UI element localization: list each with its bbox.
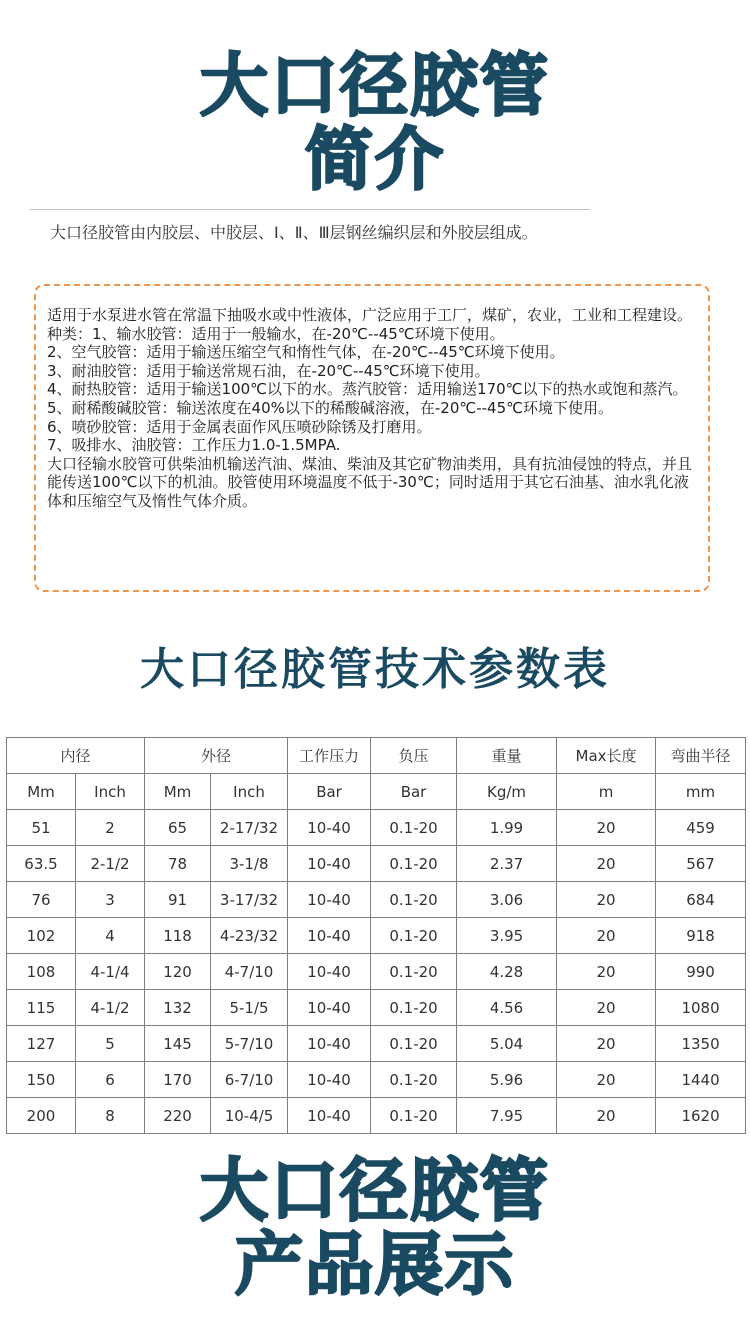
unit-cell: mm <box>656 774 746 810</box>
header-cell: 负压 <box>371 738 457 774</box>
table-cell: 20 <box>557 990 656 1026</box>
table-cell: 4 <box>76 918 145 954</box>
table-cell: 4-1/2 <box>76 990 145 1026</box>
header-cell: Max长度 <box>557 738 656 774</box>
table-cell: 10-40 <box>288 1062 371 1098</box>
table-cell: 5-1/5 <box>211 990 288 1026</box>
intro-heading-line1: 大口径胶管 <box>199 47 550 126</box>
table-cell: 4-23/32 <box>211 918 288 954</box>
intro-heading-line2: 简介 <box>304 121 445 200</box>
unit-cell: m <box>557 774 656 810</box>
table-cell: 20 <box>557 1098 656 1134</box>
table-cell: 0.1-20 <box>371 846 457 882</box>
table-cell: 684 <box>656 882 746 918</box>
table-cell: 2-1/2 <box>76 846 145 882</box>
table-cell: 108 <box>7 954 76 990</box>
table-cell: 2 <box>76 810 145 846</box>
table-cell: 200 <box>7 1098 76 1134</box>
table-cell: 1350 <box>656 1026 746 1062</box>
table-cell: 4.28 <box>457 954 557 990</box>
table-cell: 7.95 <box>457 1098 557 1134</box>
table-cell: 1080 <box>656 990 746 1026</box>
table-cell: 10-40 <box>288 846 371 882</box>
table-row <box>7 882 746 918</box>
table-cell: 1620 <box>656 1098 746 1134</box>
table-cell: 20 <box>557 846 656 882</box>
table-cell: 10-40 <box>288 810 371 846</box>
table-cell: 127 <box>7 1026 76 1062</box>
table-cell: 3-17/32 <box>211 882 288 918</box>
divider <box>30 209 590 210</box>
table-cell: 10-40 <box>288 990 371 1026</box>
table-cell: 65 <box>145 810 211 846</box>
unit-cell: Mm <box>7 774 76 810</box>
header-cell: 弯曲半径 <box>656 738 746 774</box>
table-cell: 115 <box>7 990 76 1026</box>
table-cell: 1440 <box>656 1062 746 1098</box>
unit-cell: Bar <box>371 774 457 810</box>
table-cell: 6 <box>76 1062 145 1098</box>
table-cell: 63.5 <box>7 846 76 882</box>
description-line: 2、空气胶管：适用于输送压缩空气和惰性气体，在-20℃--45℃环境下使用。 <box>47 343 565 362</box>
table-row <box>7 990 746 1026</box>
table-cell: 0.1-20 <box>371 1062 457 1098</box>
table-title: 大口径胶管技术参数表 <box>140 644 610 695</box>
unit-cell: Mm <box>145 774 211 810</box>
description-line: 适用于水泵进水管在常温下抽吸水或中性液体，广泛应用于工厂，煤矿，农业，工业和工程建设。 <box>47 306 693 324</box>
table-cell: 20 <box>557 810 656 846</box>
table-cell: 102 <box>7 918 76 954</box>
table-cell: 20 <box>557 1026 656 1062</box>
table-cell: 3.95 <box>457 918 557 954</box>
table-row <box>7 810 746 846</box>
table-cell: 4-7/10 <box>211 954 288 990</box>
spec-table-body <box>7 738 746 1134</box>
table-cell: 5 <box>76 1026 145 1062</box>
unit-header-row <box>7 774 746 810</box>
table-cell: 4-1/4 <box>76 954 145 990</box>
table-row <box>7 918 746 954</box>
table-cell: 10-4/5 <box>211 1098 288 1134</box>
unit-cell: Inch <box>76 774 145 810</box>
table-cell: 20 <box>557 882 656 918</box>
description-box <box>34 284 710 592</box>
table-cell: 8 <box>76 1098 145 1134</box>
description-line: 种类：1、输水胶管：适用于一般输水，在-20℃--45℃环境下使用。 <box>47 324 505 343</box>
table-cell: 5-7/10 <box>211 1026 288 1062</box>
table-cell: 990 <box>656 954 746 990</box>
table-cell: 51 <box>7 810 76 846</box>
table-cell: 10-40 <box>288 1026 371 1062</box>
table-cell: 5.96 <box>457 1062 557 1098</box>
table-cell: 10-40 <box>288 1098 371 1134</box>
table-cell: 0.1-20 <box>371 918 457 954</box>
table-cell: 10-40 <box>288 918 371 954</box>
table-cell: 918 <box>656 918 746 954</box>
table-cell: 120 <box>145 954 211 990</box>
table-cell: 20 <box>557 1062 656 1098</box>
header-cell: 内径 <box>7 738 145 774</box>
table-cell: 567 <box>656 846 746 882</box>
description-line: 5、耐稀酸碱胶管：输送浓度在40%以下的稀酸碱溶液，在-20℃--45℃环境下使用。 <box>47 398 613 417</box>
spec-table <box>6 737 746 1134</box>
table-cell: 150 <box>7 1062 76 1098</box>
table-cell: 20 <box>557 918 656 954</box>
table-cell: 132 <box>145 990 211 1026</box>
header-cell: 外径 <box>145 738 288 774</box>
unit-cell: Kg/m <box>457 774 557 810</box>
table-cell: 76 <box>7 882 76 918</box>
unit-cell: Inch <box>211 774 288 810</box>
table-row <box>7 1062 746 1098</box>
table-cell: 3.06 <box>457 882 557 918</box>
table-cell: 4.56 <box>457 990 557 1026</box>
description-line: 3、耐油胶管：适用于输送常规石油，在-20℃--45℃环境下使用。 <box>47 361 490 380</box>
table-cell: 459 <box>656 810 746 846</box>
table-cell: 0.1-20 <box>371 1098 457 1134</box>
table-cell: 1.99 <box>457 810 557 846</box>
table-row <box>7 846 746 882</box>
description-line: 7、吸排水、油胶管：工作压力1.0-1.5MPA. <box>47 436 341 455</box>
table-cell: 78 <box>145 846 211 882</box>
table-cell: 0.1-20 <box>371 882 457 918</box>
table-cell: 3 <box>76 882 145 918</box>
description-line: 4、耐热胶管：适用于输送100℃以下的水。蒸汽胶管：适用输送170℃以下的热水或饱和蒸汽。 <box>47 380 688 399</box>
table-cell: 2-17/32 <box>211 810 288 846</box>
table-cell: 10-40 <box>288 882 371 918</box>
unit-cell: Bar <box>288 774 371 810</box>
table-cell: 91 <box>145 882 211 918</box>
intro-heading <box>0 47 750 200</box>
table-row <box>7 1098 746 1134</box>
showcase-heading <box>0 1152 750 1305</box>
table-cell: 170 <box>145 1062 211 1098</box>
table-cell: 0.1-20 <box>371 1026 457 1062</box>
table-cell: 220 <box>145 1098 211 1134</box>
showcase-heading-line2: 产品展示 <box>234 1226 515 1305</box>
header-cell: 工作压力 <box>288 738 371 774</box>
table-row <box>7 1026 746 1062</box>
table-cell: 0.1-20 <box>371 990 457 1026</box>
intro-text: 大口径胶管由内胶层、中胶层、Ⅰ、Ⅱ、Ⅲ层钢丝编织层和外胶层组成。 <box>50 223 538 242</box>
table-cell: 6-7/10 <box>211 1062 288 1098</box>
table-cell: 20 <box>557 954 656 990</box>
table-cell: 145 <box>145 1026 211 1062</box>
description-line: 6、喷砂胶管：适用于金属表面作风压喷砂除锈及打磨用。 <box>47 417 432 436</box>
table-cell: 10-40 <box>288 954 371 990</box>
showcase-heading-line1: 大口径胶管 <box>199 1152 550 1231</box>
table-cell: 2.37 <box>457 846 557 882</box>
header-cell: 重量 <box>457 738 557 774</box>
group-header-row <box>7 738 746 774</box>
table-cell: 3-1/8 <box>211 846 288 882</box>
table-cell: 118 <box>145 918 211 954</box>
table-cell: 5.04 <box>457 1026 557 1062</box>
table-cell: 0.1-20 <box>371 810 457 846</box>
table-row <box>7 954 746 990</box>
description-line: 大口径输水胶管可供柴油机输送汽油、煤油、柴油及其它矿物油类用，具有抗油侵蚀的特点，并且能传送100℃以下的机油。胶管使用环境温度不低于-30℃；同时适用于其它石油基、油水乳化液体和压缩空气及惰性气体介质。 <box>47 454 693 510</box>
table-cell: 0.1-20 <box>371 954 457 990</box>
